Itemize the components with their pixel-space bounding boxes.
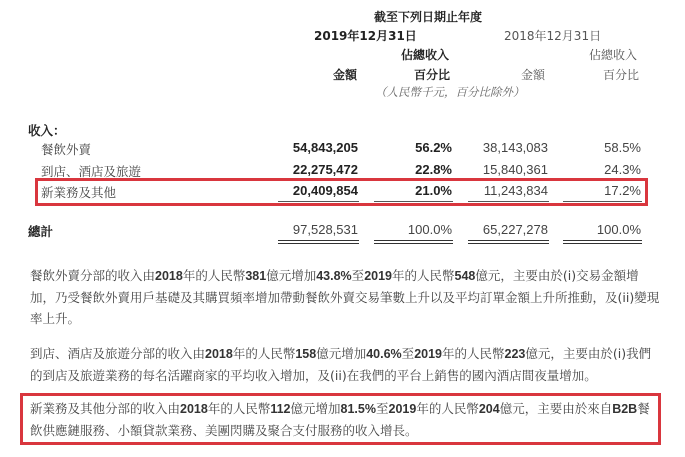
amount-2019-cell: 54,843,205 bbox=[292, 140, 358, 155]
text: 新業務及其他分部的收入由 bbox=[30, 401, 181, 416]
text: 年的人民幣 bbox=[392, 268, 455, 283]
text: 至 bbox=[351, 268, 365, 283]
text: 年的人民幣 bbox=[232, 346, 296, 361]
text: 112 bbox=[270, 402, 291, 416]
total-amount-2018: 65,227,278 bbox=[482, 222, 548, 237]
paragraph-new-business bbox=[30, 398, 660, 441]
text: 至 bbox=[401, 346, 415, 361]
paragraph-food-delivery bbox=[30, 265, 660, 329]
text: 81.5% bbox=[340, 402, 376, 416]
pct-2019-cell: 21.0% bbox=[415, 183, 452, 198]
subtotal-underline bbox=[468, 201, 549, 202]
text: 餐飲外賣分部的收入由 bbox=[30, 268, 156, 283]
subtotal-underline bbox=[278, 201, 359, 202]
amount-2018-header: 金額 bbox=[521, 68, 546, 82]
text: 億元，主要由於(i)交易金額增加，乃受餐飲外賣用戶基礎及其購買頻率增加帶動餐飲外賣交易筆數上升以及平均訂單金額上升所推動，及(ii)變現率上升。 bbox=[30, 268, 660, 326]
text: 至 bbox=[375, 401, 389, 416]
text: 億元增加 bbox=[290, 401, 341, 416]
unit-note: （人民幣千元，百分比除外） bbox=[375, 85, 525, 99]
pct-total-2019-header: 佔總收入 bbox=[401, 48, 450, 62]
text: 到店、酒店及旅遊分部的收入由 bbox=[30, 346, 206, 361]
year-2019-header: 2019年12月31日 bbox=[314, 29, 417, 43]
pct-2018-cell: 17.2% bbox=[604, 183, 641, 198]
amount-2019-cell: 22,275,472 bbox=[292, 162, 358, 177]
paragraph-in-store-hotel-travel bbox=[30, 343, 660, 386]
row-label: 到店、酒店及旅遊 bbox=[41, 164, 142, 179]
text: 40.6% bbox=[366, 347, 402, 361]
period-title: 截至下列日期止年度 bbox=[374, 10, 483, 24]
text: 億元，主要由於(i)我們的到店及旅遊業務的每名活躍商家的平均收入增加，及(ii)在我們的平台上銷售的國內酒店間夜量增加。 bbox=[30, 346, 652, 383]
total-pct-2018: 100.0% bbox=[596, 222, 641, 237]
subtotal-underline bbox=[563, 201, 642, 202]
text: 548 bbox=[454, 269, 476, 283]
year-2018-header: 2018年12月31日 bbox=[504, 29, 602, 43]
text: 2019 bbox=[364, 269, 392, 283]
subtotal-underline bbox=[374, 201, 453, 202]
text: 億元增加 bbox=[266, 268, 317, 283]
percent-2018-header: 百分比 bbox=[603, 68, 640, 82]
text: 餐飲供應鏈服務、小額貸款業務、美團閃購及聚合支付服務的收入增長。 bbox=[30, 401, 650, 438]
pct-total-2018-header: 佔總收入 bbox=[589, 48, 638, 62]
text: 億元，主要由於來自 bbox=[499, 401, 613, 416]
text: 2018 bbox=[180, 402, 208, 416]
row-label: 餐飲外賣 bbox=[41, 142, 92, 157]
text: B2B bbox=[612, 402, 638, 416]
text: 43.8% bbox=[316, 269, 352, 283]
pct-2018-cell: 58.5% bbox=[604, 140, 641, 155]
text: 204 bbox=[478, 402, 500, 416]
text: 2018 bbox=[205, 347, 233, 361]
total-pct-2019: 100.0% bbox=[407, 222, 452, 237]
text: 年的人民幣 bbox=[207, 401, 271, 416]
text: 223 bbox=[504, 347, 526, 361]
percent-2019-header: 百分比 bbox=[414, 68, 451, 82]
pct-2018-cell: 24.3% bbox=[604, 162, 641, 177]
text: 年的人民幣 bbox=[182, 268, 246, 283]
pct-2019-cell: 22.8% bbox=[415, 162, 452, 177]
amount-2019-cell: 20,409,854 bbox=[292, 183, 358, 198]
text: 年的人民幣 bbox=[442, 346, 505, 361]
total-amount-2019: 97,528,531 bbox=[292, 222, 358, 237]
text: 年的人民幣 bbox=[416, 401, 479, 416]
text: 381 bbox=[245, 269, 267, 283]
text: 2019 bbox=[414, 347, 442, 361]
total-double-underline bbox=[468, 240, 549, 244]
total-double-underline bbox=[374, 240, 453, 244]
amount-2018-cell: 15,840,361 bbox=[482, 162, 548, 177]
revenue-section-label: 收入： bbox=[28, 123, 66, 138]
amount-2018-cell: 38,143,083 bbox=[482, 140, 548, 155]
total-double-underline bbox=[563, 240, 642, 244]
text: 2019 bbox=[388, 402, 417, 416]
row-label: 新業務及其他 bbox=[41, 185, 117, 200]
text: 2018 bbox=[155, 269, 183, 283]
text: 億元增加 bbox=[316, 346, 367, 361]
amount-2018-cell: 11,243,834 bbox=[483, 183, 548, 198]
total-label: 總計 bbox=[28, 224, 54, 239]
total-double-underline bbox=[278, 240, 359, 244]
pct-2019-cell: 56.2% bbox=[415, 140, 452, 155]
amount-2019-header: 金額 bbox=[333, 68, 358, 82]
text: 158 bbox=[295, 347, 317, 361]
